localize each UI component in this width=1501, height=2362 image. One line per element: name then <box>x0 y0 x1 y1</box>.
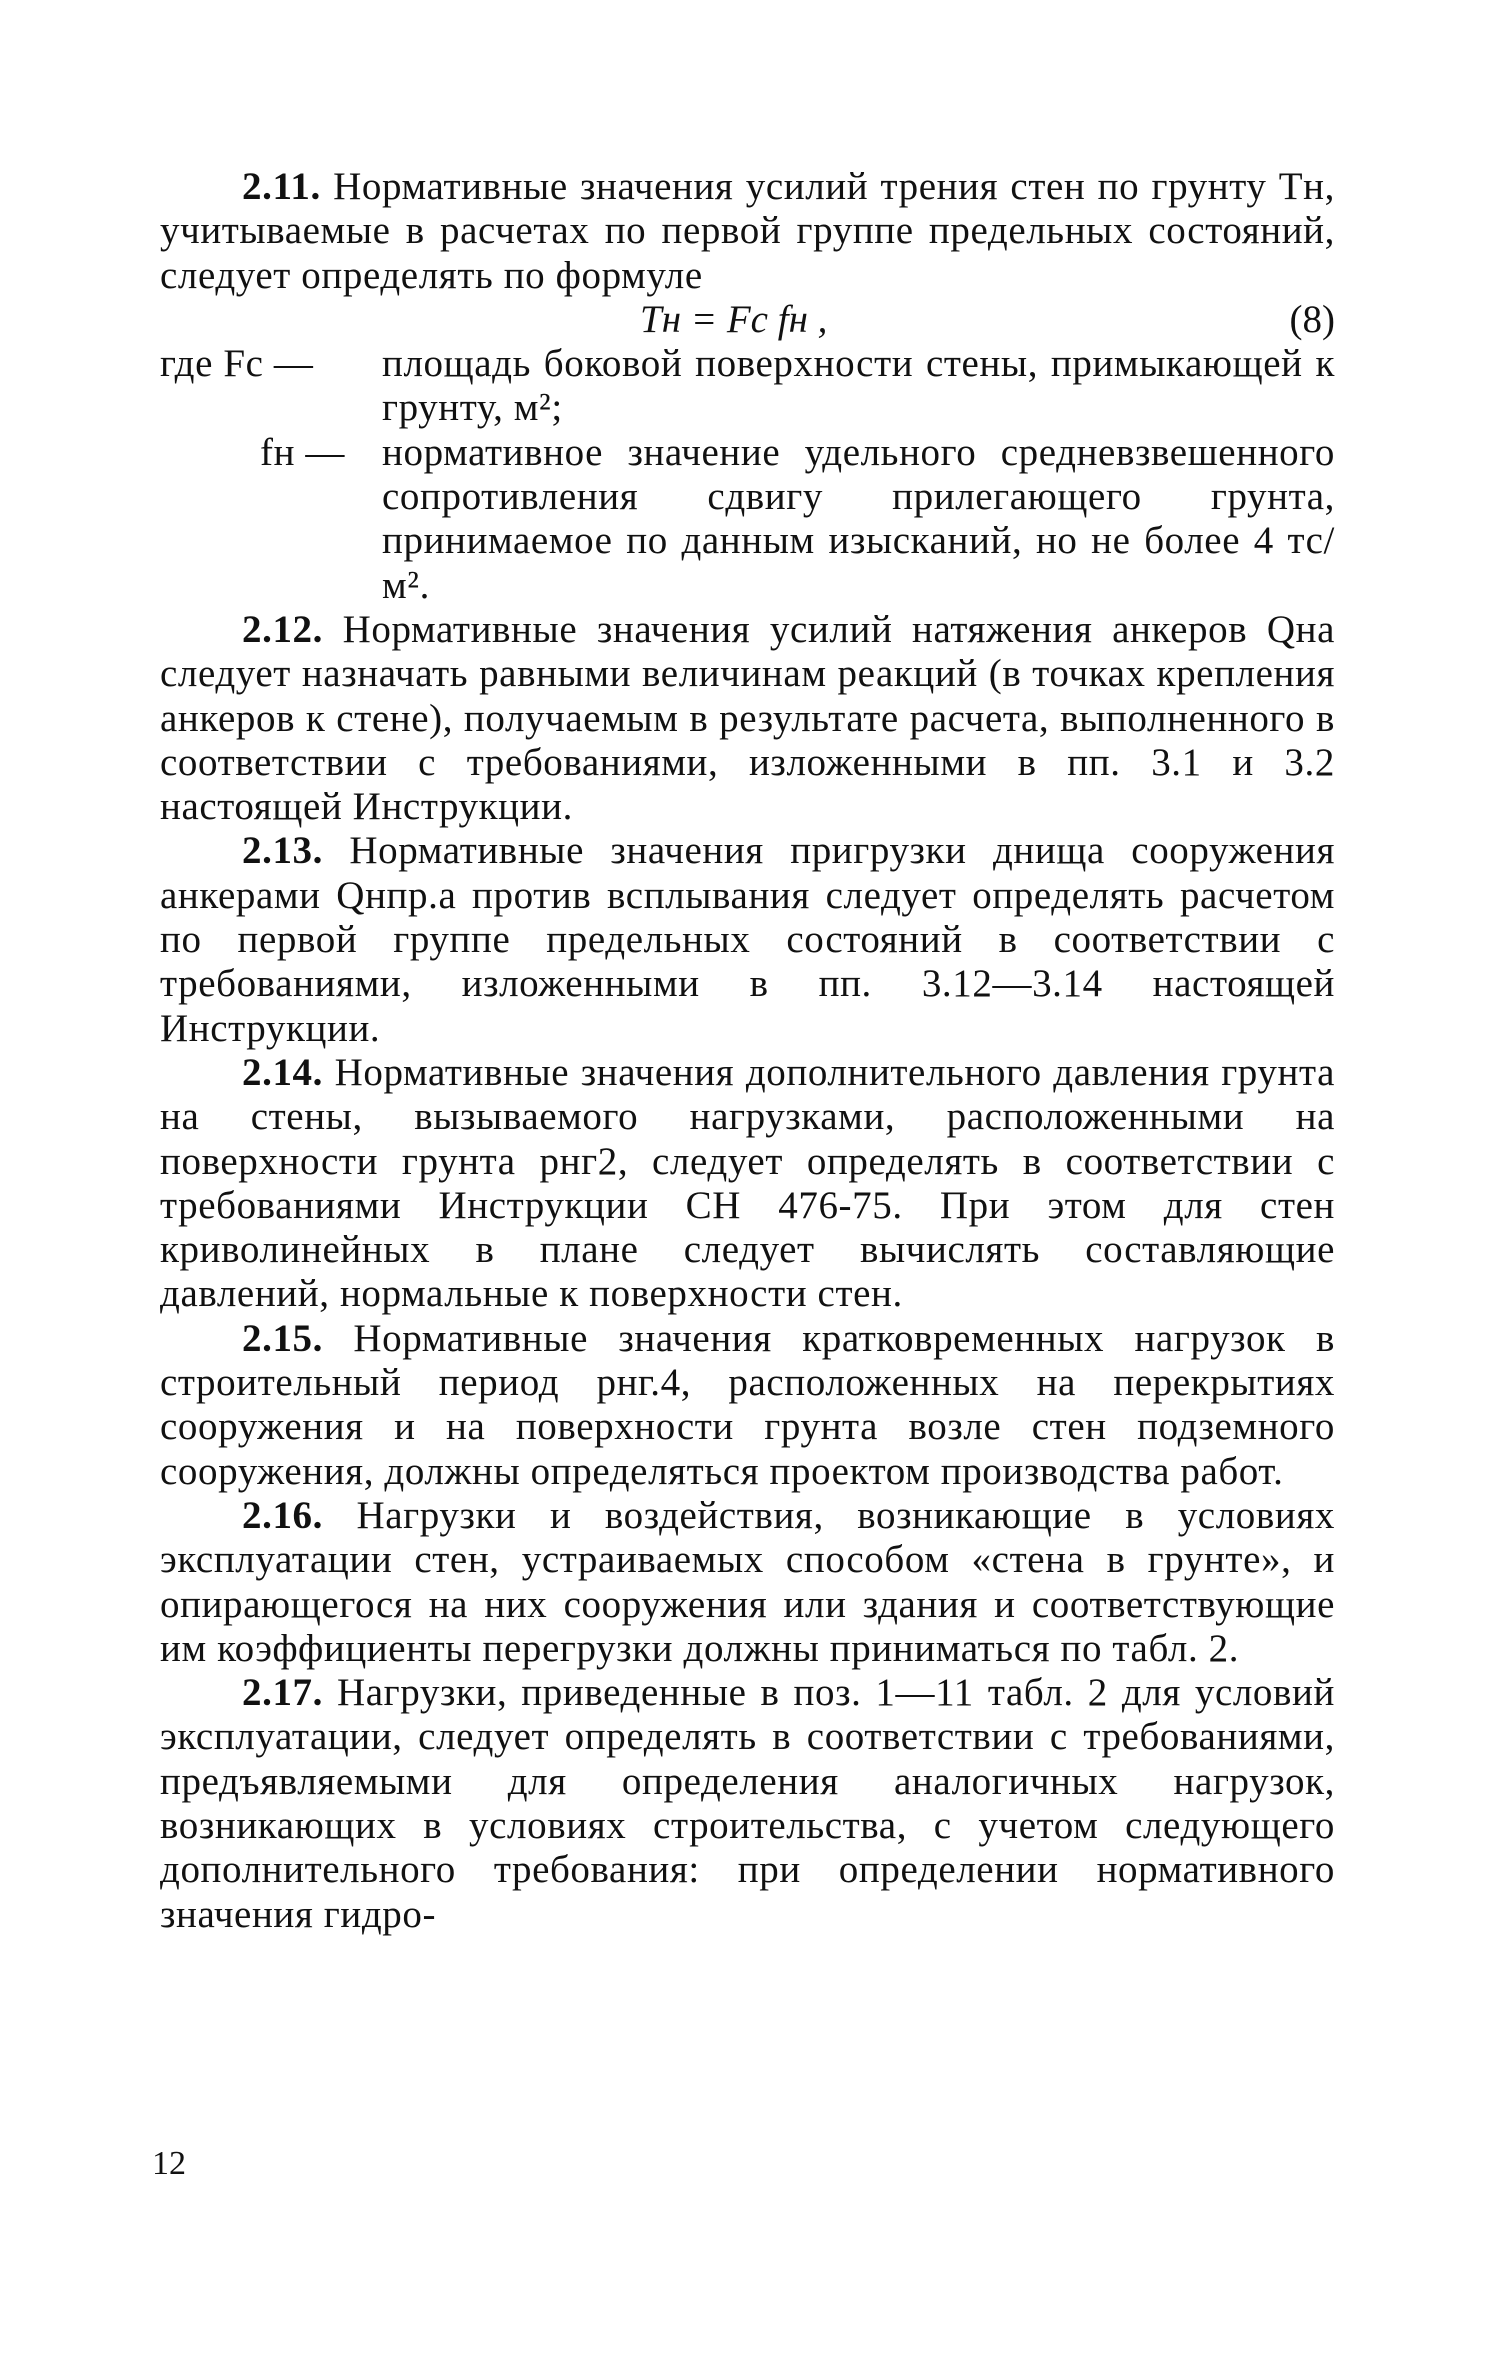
formula-8 <box>160 298 1335 342</box>
paragraph-text: Нормативные значения усилий трения стен по грунту Tн, учитываемые в расчетах по первой группе предельных состояний, следует определять по формуле <box>160 165 1336 297</box>
paragraph-number: 2.15. <box>242 1316 323 1360</box>
paragraph-2-14 <box>160 1051 1335 1317</box>
definition-text: площадь боковой поверхности стены, примыкающей к грунту, м²; <box>382 342 1335 430</box>
paragraph-number: 2.13. <box>242 829 323 873</box>
paragraph-2-11 <box>160 165 1335 298</box>
paragraph-number: 2.17. <box>242 1671 323 1715</box>
page-body <box>160 165 1335 1937</box>
definition-symbol: где Fc — <box>160 342 314 386</box>
formula-expression: Tн = Fc fн , <box>640 297 828 341</box>
paragraph-text: Нормативные значения дополнительного давления грунта на стены, вызываемого нагрузками, расположенными на поверхности грунта pнг2, следует определять в соответствии с требованиями Инструкции СН 476-75. При этом для стен криволинейных в плане следует вычислять составляющие давлений, нормальные к поверхности стен. <box>160 1050 1335 1316</box>
paragraph-2-15 <box>160 1317 1335 1494</box>
paragraph-text: Нормативные значения пригрузки днища сооружения анкерами Qнпр.а против всплывания следует определять расчетом по первой группе предельных состояний в соответствии с требованиями, изложенными в пп. 3.12—3.14 настоящей Инструкции. <box>160 829 1335 1050</box>
paragraph-number: 2.14. <box>242 1050 323 1094</box>
formula-number: (8) <box>1289 297 1335 341</box>
paragraph-2-13 <box>160 829 1335 1050</box>
definition-item <box>160 342 1335 431</box>
paragraph-text: Нормативные значения кратковременных нагрузок в строительный период pнг.4, расположенных на перекрытиях сооружения и на поверхности грунта возле стен подземного сооружения, должны определяться проектом производства работ. <box>160 1316 1335 1493</box>
paragraph-number: 2.12. <box>242 607 323 651</box>
definition-item <box>160 431 1335 608</box>
page-number: 12 <box>152 2145 186 2182</box>
paragraph-2-12 <box>160 608 1335 829</box>
formula-definitions <box>160 342 1335 608</box>
definition-text: нормативное значение удельного средневзвешенного сопротивления сдвигу прилегающего грунта, принимаемое по данным изысканий, но не более 4 тс/м². <box>382 430 1335 607</box>
definition-symbol: fн — <box>260 430 346 474</box>
paragraph-text: Нормативные значения усилий натяжения анкеров Qнa следует назначать равными величинам реакций (в точках крепления анкеров к стене), получаемым в результате расчета, выполненного в соответствии с требованиями, изложенными в пп. 3.1 и 3.2 настоящей Инструкции. <box>160 607 1335 829</box>
paragraph-2-17 <box>160 1671 1335 1937</box>
paragraph-2-16 <box>160 1494 1335 1671</box>
paragraph-text: Нагрузки и воздействия, возникающие в условиях эксплуатации стен, устраиваемых способом «стена в грунте», и опирающегося на них сооружения или здания и соответствующие им коэффициенты перегрузки должны приниматься по табл. 2. <box>160 1493 1336 1670</box>
paragraph-text: Нагрузки, приведенные в поз. 1—11 табл. 2 для условий эксплуатации, следует определять в соответствии с требованиями, предъявляемыми для определения аналогичных нагрузок, возникающих в условиях строительства, с учетом следующего дополнительного требования: при определении нормативного значения гидро- <box>160 1671 1335 1936</box>
paragraph-number: 2.11. <box>242 165 321 208</box>
paragraph-number: 2.16. <box>242 1493 323 1537</box>
